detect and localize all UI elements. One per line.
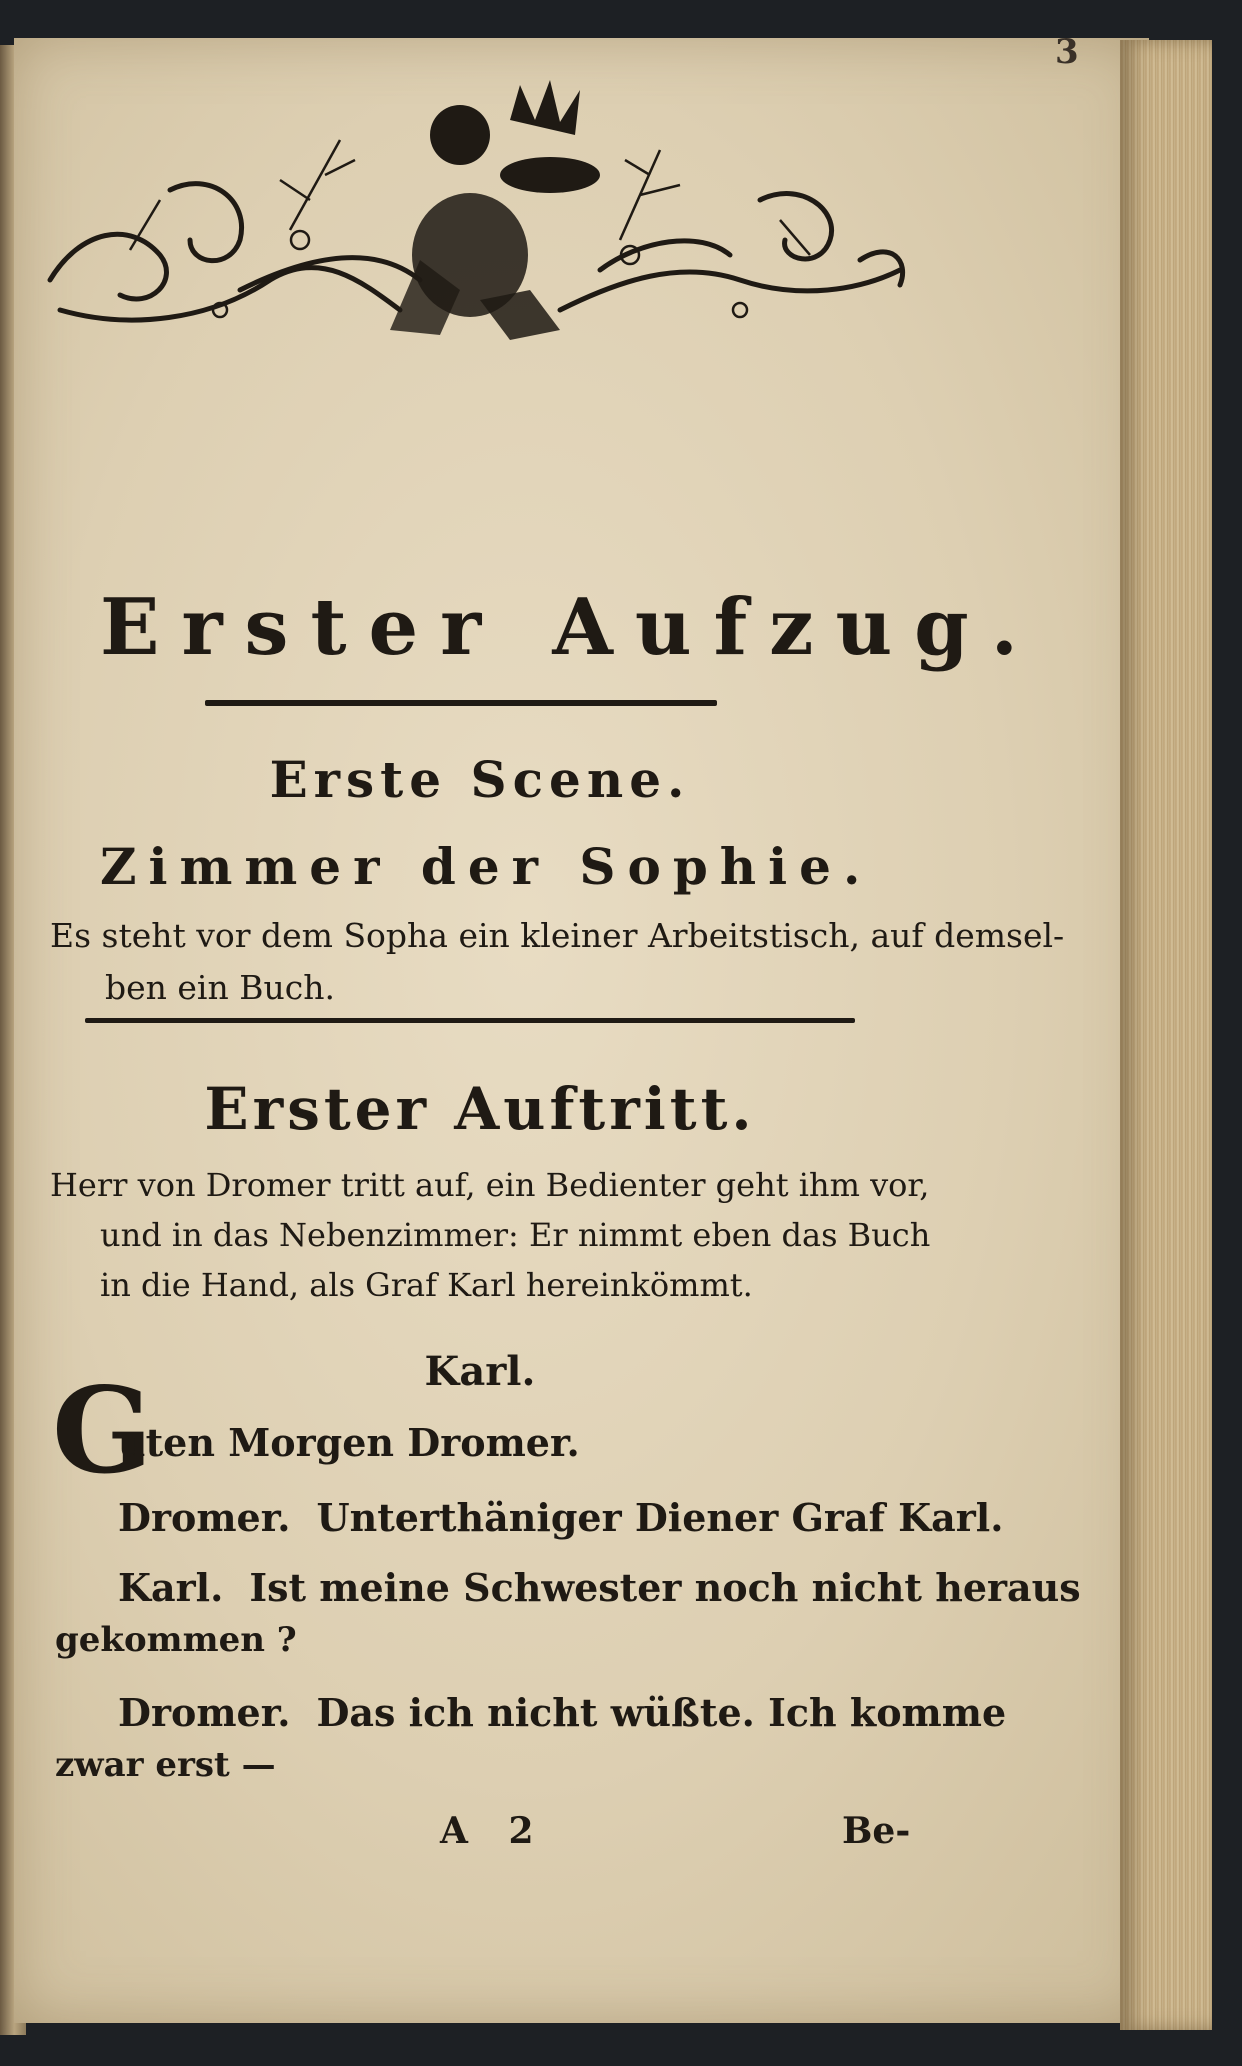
speaker-name: Dromer. bbox=[118, 1690, 291, 1735]
dialogue-continuation: zwar erst — bbox=[55, 1745, 276, 1785]
stage-direction-line: Herr von Dromer tritt auf, ein Bedienter geht ihm vor, bbox=[50, 1166, 930, 1204]
speaker-name: Karl. bbox=[424, 1348, 536, 1395]
speaker-name: Dromer. bbox=[118, 1495, 291, 1540]
dialogue-line bbox=[118, 1495, 1003, 1540]
stage-direction-line: Es steht vor dem Sopha ein kleiner Arbeitstisch, auf demsel- bbox=[50, 916, 1065, 955]
catchword: Be- bbox=[842, 1810, 911, 1852]
divider-rule bbox=[85, 1018, 855, 1023]
ornamental-vignette bbox=[40, 80, 920, 360]
stage-direction-setting bbox=[50, 910, 1064, 1014]
cherub-ornament-illustration bbox=[40, 80, 920, 360]
drop-cap: G bbox=[52, 1361, 153, 1500]
dialogue-text: Das ich nicht wüßte. Ich komme bbox=[316, 1690, 1007, 1735]
dialogue-line: uten Morgen Dromer. bbox=[118, 1420, 580, 1465]
dialogue-text: Ist meine Schwester noch nicht heraus bbox=[249, 1565, 1081, 1610]
page-block-edges bbox=[1120, 40, 1212, 2030]
dialogue-continuation: gekommen ? bbox=[55, 1620, 297, 1660]
stage-direction-line: ben ein Buch. bbox=[105, 968, 335, 1007]
corner-mark: 3 bbox=[1055, 32, 1079, 72]
stage-direction-line: und in das Nebenzimmer: Er nimmt eben das Buch bbox=[100, 1216, 931, 1254]
speaker-name: Karl. bbox=[118, 1565, 224, 1610]
stage-direction-line: in die Hand, als Graf Karl hereinkömmt. bbox=[100, 1266, 753, 1304]
dialogue-line bbox=[118, 1565, 1081, 1610]
signature-mark: A 2 bbox=[440, 1810, 548, 1852]
divider-rule bbox=[205, 700, 717, 706]
scene-title: Erste Scene. bbox=[269, 750, 691, 809]
dialogue-text: Unterthäniger Diener Graf Karl. bbox=[316, 1495, 1004, 1540]
act-title: Erster Aufzug. bbox=[100, 582, 1040, 673]
stage-direction-entrance bbox=[50, 1160, 930, 1310]
setting-title: Zimmer der Sophie. bbox=[100, 837, 873, 896]
dialogue-line bbox=[118, 1690, 1006, 1735]
appearance-heading: Erster Auftritt. bbox=[204, 1075, 756, 1143]
